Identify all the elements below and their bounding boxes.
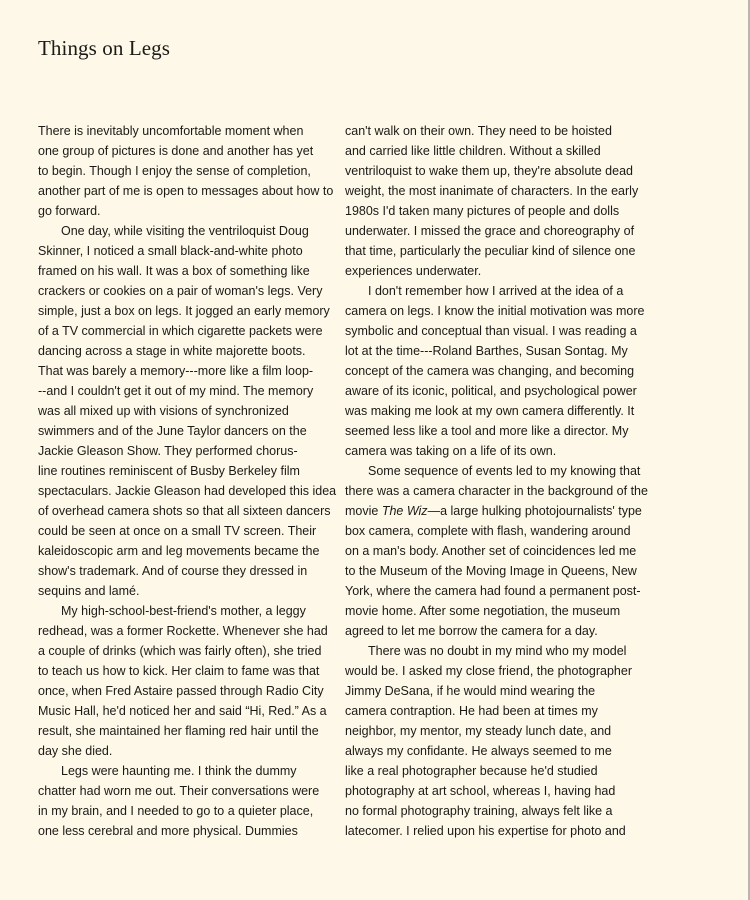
text-line: box camera, complete with flash, wandering around [345, 524, 631, 538]
text-line: sequins and lamé. [38, 584, 140, 598]
text-line: a couple of drinks (which was fairly often), she tried [38, 644, 322, 658]
text-line: Music Hall, he'd noticed her and said “Hi, Red.” As a [38, 704, 327, 718]
text-line: framed on his wall. It was a box of something like [38, 264, 310, 278]
text-line: My high-school-best-friend's mother, a leggy [61, 604, 306, 618]
movie-title: The Wiz [381, 504, 428, 518]
text-line: one less cerebral and more physical. Dummies [38, 824, 298, 838]
text-line: can't walk on their own. They need to be hoisted [345, 124, 612, 138]
text-line: to begin. Though I enjoy the sense of completion, [38, 164, 311, 178]
text-line: Jackie Gleason Show. They performed chorus- [38, 444, 298, 458]
text-line: concept of the camera was changing, and becoming [345, 364, 635, 378]
text-line: Jimmy DeSana, if he would mind wearing the [345, 684, 596, 698]
text-line: and carried like little children. Without a skilled [345, 144, 601, 158]
text-line: latecomer. I relied upon his expertise for photo and [345, 824, 626, 838]
text-line: seemed less like a tool and more like a director. My [345, 424, 629, 438]
text-line: to teach us how to kick. Her claim to fame was that [38, 664, 320, 678]
text-line: was making me look at my own camera differently. It [345, 404, 635, 418]
text-line: chatter had worn me out. Their conversations were [38, 784, 320, 798]
text-line: Legs were haunting me. I think the dummy [61, 764, 297, 778]
text-line: Some sequence of events led to my knowing that [368, 464, 641, 478]
text-line: one group of pictures is done and another has yet [38, 144, 314, 158]
text-line: There was no doubt in my mind who my model [368, 644, 627, 658]
text-line: 1980s I'd taken many pictures of people and dolls [345, 204, 620, 218]
text-line: dancing across a stage in white majorette boots. [38, 344, 306, 358]
text-line: That was barely a memory---more like a film loop- [38, 364, 314, 378]
text-line: crackers or cookies on a pair of woman's legs. Very [38, 284, 323, 298]
text-line: camera contraption. He had been at times my [345, 704, 598, 718]
text-line: camera on legs. I know the initial motivation was more [345, 304, 645, 318]
text-line: line routines reminiscent of Busby Berkeley film [38, 464, 300, 478]
text-line: there was a camera character in the background of the [345, 484, 648, 498]
text-line: show's trademark. And of course they dressed in [38, 564, 308, 578]
text-line: There is inevitably uncomfortable moment when [38, 124, 304, 138]
text-line: --and I couldn't get it out of my mind. The memory [38, 384, 314, 398]
text-line: kaleidoscopic arm and leg movements became the [38, 544, 320, 558]
text-line: no formal photography training, always felt like a [345, 804, 613, 818]
text-line: underwater. I missed the grace and choreography of [345, 224, 635, 238]
text-line: aware of its iconic, political, and psychological power [345, 384, 637, 398]
text-line: once, when Fred Astaire passed through Radio City [38, 684, 324, 698]
text-line: was all mixed up with visions of synchronized [38, 404, 289, 418]
page-title: Things on Legs [38, 36, 171, 60]
text-line: neighbor, my mentor, my steady lunch date, and [345, 724, 612, 738]
text-line: lot at the time---Roland Barthes, Susan Sontag. My [345, 344, 628, 358]
text-line: York, where the camera had found a permanent post- [345, 584, 641, 598]
text-line: go forward. [38, 204, 101, 218]
text-line: symbolic and conceptual than visual. I was reading a [345, 324, 637, 338]
text-line: spectaculars. Jackie Gleason had developed this idea [38, 484, 337, 498]
text-line: result, she maintained her flaming red hair until the [38, 724, 319, 738]
text-fragment: movie [345, 504, 382, 518]
text-line: that time, particularly the peculiar kind of silence one [345, 244, 636, 258]
text-line: to the Museum of the Moving Image in Queens, New [345, 564, 637, 578]
text-line: experiences underwater. [345, 264, 482, 278]
text-line: of overhead camera shots so that all sixteen dancers [38, 504, 331, 518]
text-line: on a man's body. Another set of coincidences led me [345, 544, 637, 558]
text-line: movie home. After some negotiation, the museum [345, 604, 621, 618]
text-line: would be. I asked my close friend, the photographer [345, 664, 632, 678]
text-line: ventriloquist to wake them up, they're absolute dead [345, 164, 633, 178]
text-line: day she died. [38, 744, 113, 758]
text-line: Skinner, I noticed a small black-and-white photo [38, 244, 303, 258]
text-line: One day, while visiting the ventriloquist Doug [61, 224, 309, 238]
text-line: like a real photographer because he'd studied [345, 764, 598, 778]
text-line: swimmers and of the June Taylor dancers on the [38, 424, 307, 438]
text-line: photography at art school, whereas I, having had [345, 784, 616, 798]
text-line: always my confidante. He always seemed to me [345, 744, 612, 758]
text-line: simple, just a box on legs. It jogged an early memory [38, 304, 330, 318]
text-line: of a TV commercial in which cigarette packets were [38, 324, 323, 338]
text-line: could be seen at once on a small TV screen. Their [38, 524, 317, 538]
text-line: agreed to let me borrow the camera for a day. [345, 624, 598, 638]
text-line: I don't remember how I arrived at the idea of a [368, 284, 624, 298]
right-text-column [345, 121, 648, 841]
left-text-column [38, 121, 337, 841]
text-line [345, 501, 640, 521]
text-fragment: —a large hulking photojournalists' type [427, 504, 642, 518]
text-line: another part of me is open to messages about how to [38, 184, 334, 198]
text-line: weight, the most inanimate of characters. In the early [345, 184, 639, 198]
text-line: camera was taking on a life of its own. [345, 444, 557, 458]
text-line: redhead, was a former Rockette. Whenever she had [38, 624, 328, 638]
text-line: in my brain, and I needed to go to a quieter place, [38, 804, 314, 818]
